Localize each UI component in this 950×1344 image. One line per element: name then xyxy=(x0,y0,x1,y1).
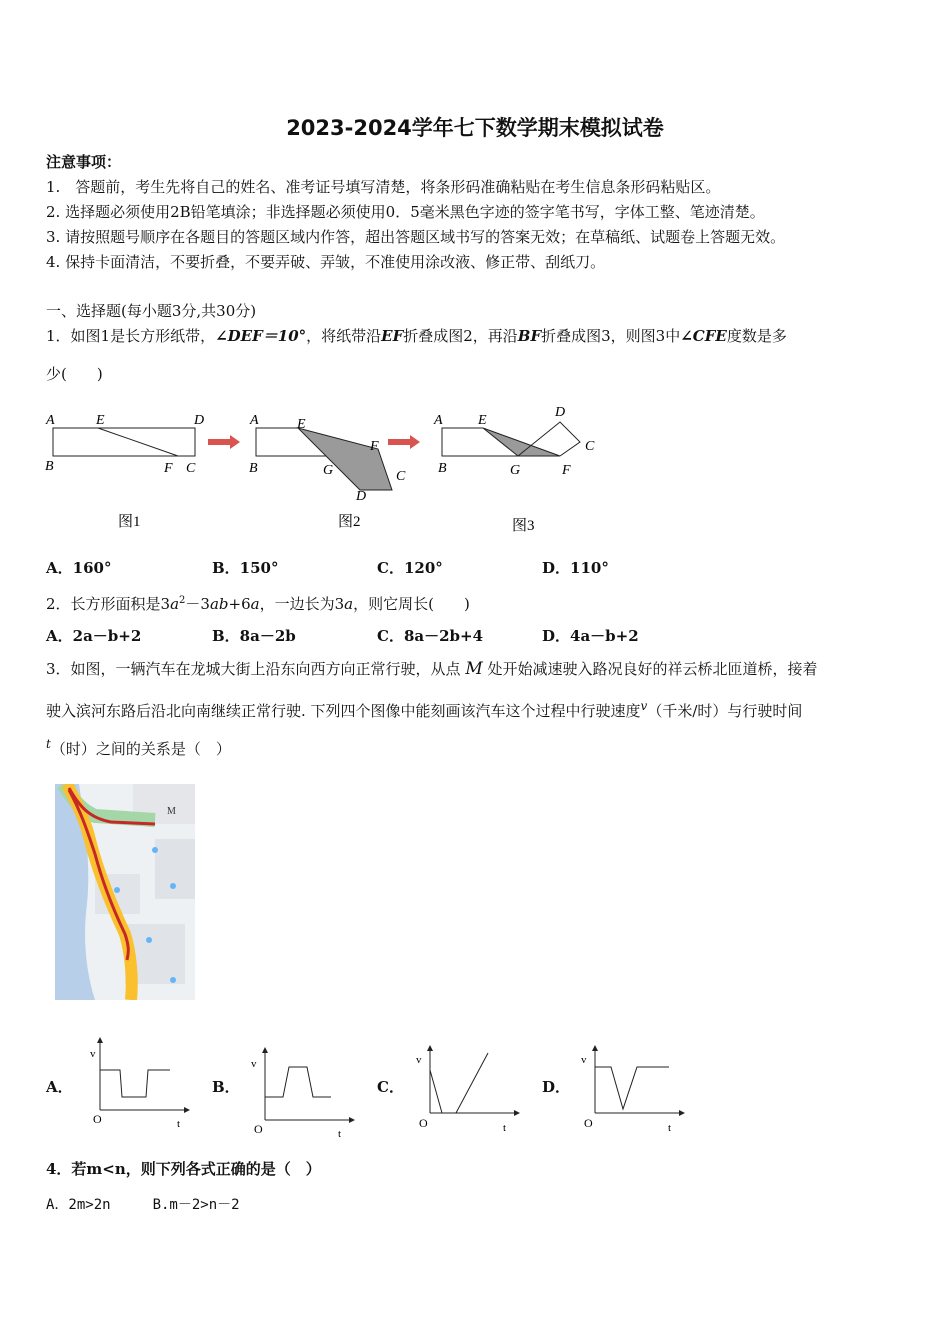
svg-text:F: F xyxy=(164,461,173,476)
figure-label: 图1 xyxy=(118,514,141,530)
question-3-line3: $^t$（时）之间的关系是（ ） xyxy=(46,737,231,758)
svg-text:A: A xyxy=(434,413,443,428)
option-a[interactable]: A．2a－b+2 xyxy=(46,627,142,645)
option-b[interactable]: B． xyxy=(212,1078,240,1096)
svg-text:O: O xyxy=(584,1116,593,1130)
figure-1 xyxy=(45,413,204,530)
question-3-line1: 3．如图，一辆汽车在龙城大街上沿东向西方向正常行驶，从点 M 处开始减速驶入路况良好的祥云桥北匝道桥，接着 xyxy=(46,659,818,679)
svg-text:D: D xyxy=(555,405,566,420)
svg-text:E: E xyxy=(297,417,306,432)
section-heading: 一、选择题(每小题3分,共30分) xyxy=(46,302,257,320)
figure-2 xyxy=(249,413,406,530)
figure-label: 图3 xyxy=(512,518,535,534)
svg-text:A: A xyxy=(46,413,55,428)
map-pin-icon xyxy=(146,937,152,943)
svg-text:v: v xyxy=(90,1048,96,1060)
figure-3 xyxy=(433,405,595,534)
notice-heading: 注意事项： xyxy=(46,153,122,171)
option-b[interactable]: B．8a－2b xyxy=(212,627,296,645)
route-map xyxy=(55,784,195,1000)
notice-item: 3. 请按照题号顺序在各题目的答题区域内作答，超出答题区域书写的答案无效；在草稿纸、试题卷上答题无效。 xyxy=(46,228,786,246)
graph-d xyxy=(575,1045,685,1140)
question-4-options[interactable]: A．2m>2n B.m－2>n－2 xyxy=(46,1197,240,1213)
notice-item: 1. 答题前，考生先将自己的姓名、准考证号填写清楚，将条形码准确粘贴在考生信息条形码粘贴区。 xyxy=(46,178,721,196)
option-d[interactable]: D．110° xyxy=(542,559,609,577)
fold-figures xyxy=(40,400,610,540)
svg-text:B: B xyxy=(438,461,447,476)
svg-text:F: F xyxy=(562,463,571,478)
option-a[interactable]: A．160° xyxy=(46,559,112,577)
figure-label: 图2 xyxy=(338,514,361,530)
svg-text:t: t xyxy=(338,1128,342,1140)
svg-text:C: C xyxy=(396,469,406,484)
svg-text:O: O xyxy=(254,1122,263,1136)
svg-text:M: M xyxy=(167,806,176,817)
svg-text:t: t xyxy=(177,1118,181,1130)
question-1-line1: 1．如图1是长方形纸带，∠DEF＝10°，将纸带沿EF折叠成图2，再沿BF折叠成图3，则图3中∠CFE度数是多 xyxy=(46,327,787,345)
svg-text:A: A xyxy=(250,413,259,428)
svg-text:B: B xyxy=(45,459,54,474)
svg-text:D: D xyxy=(194,413,205,428)
notice-item: 2. 选择题必须使用2B铅笔填涂；非选择题必须使用0．5毫米黑色字迹的签字笔书写，字体工整、笔迹清楚。 xyxy=(46,203,765,221)
option-c[interactable]: C． xyxy=(377,1078,404,1096)
svg-text:v: v xyxy=(581,1054,587,1066)
map-pin-icon xyxy=(152,847,158,853)
map-pin-icon xyxy=(114,887,120,893)
notice-item: 4. 保持卡面清洁，不要折叠，不要弄破、弄皱，不准使用涂改液、修正带、刮纸刀。 xyxy=(46,253,606,271)
svg-text:O: O xyxy=(93,1112,102,1126)
question-2: 2．长方形面积是$3a^2-3ab+6a$，一边长为3a，则它周长( ) xyxy=(46,595,470,613)
option-c[interactable]: C．120° xyxy=(377,559,443,577)
option-d[interactable]: D． xyxy=(542,1078,571,1096)
arrow-icon xyxy=(208,435,240,449)
option-c[interactable]: C．8a－2b+4 xyxy=(377,627,484,645)
svg-text:O: O xyxy=(419,1116,428,1130)
page-title: 2023-2024学年七下数学期末模拟试卷 xyxy=(286,116,664,140)
option-a[interactable]: A． xyxy=(46,1078,73,1096)
svg-text:v: v xyxy=(416,1054,422,1066)
svg-text:F: F xyxy=(370,439,379,454)
svg-text:E: E xyxy=(96,413,105,428)
svg-text:E: E xyxy=(478,413,487,428)
svg-text:t: t xyxy=(668,1122,672,1134)
graph-a xyxy=(80,1035,190,1130)
question-4: 4．若m<n，则下列各式正确的是（ ） xyxy=(46,1160,321,1178)
question-3-line2: 驶入滨河东路后沿北向南继续正常行驶. 下列四个图像中能刻画该汽车这个过程中行驶速度$^v$（千米/时）与行驶时间 xyxy=(46,699,803,720)
svg-text:B: B xyxy=(249,461,258,476)
svg-text:D: D xyxy=(356,489,367,504)
question-1-line2: 少( ) xyxy=(46,365,103,383)
svg-text:C: C xyxy=(585,439,595,454)
graph-b xyxy=(245,1045,355,1140)
svg-text:t: t xyxy=(503,1122,507,1134)
svg-text:v: v xyxy=(251,1058,257,1070)
graph-c xyxy=(410,1045,520,1140)
svg-text:C: C xyxy=(186,461,196,476)
option-d[interactable]: D．4a－b+2 xyxy=(542,627,639,645)
map-pin-icon xyxy=(170,977,176,983)
option-b[interactable]: B．150° xyxy=(212,559,279,577)
arrow-icon xyxy=(388,435,420,449)
map-pin-icon xyxy=(170,883,176,889)
svg-text:G: G xyxy=(323,463,334,478)
svg-text:G: G xyxy=(510,463,521,478)
